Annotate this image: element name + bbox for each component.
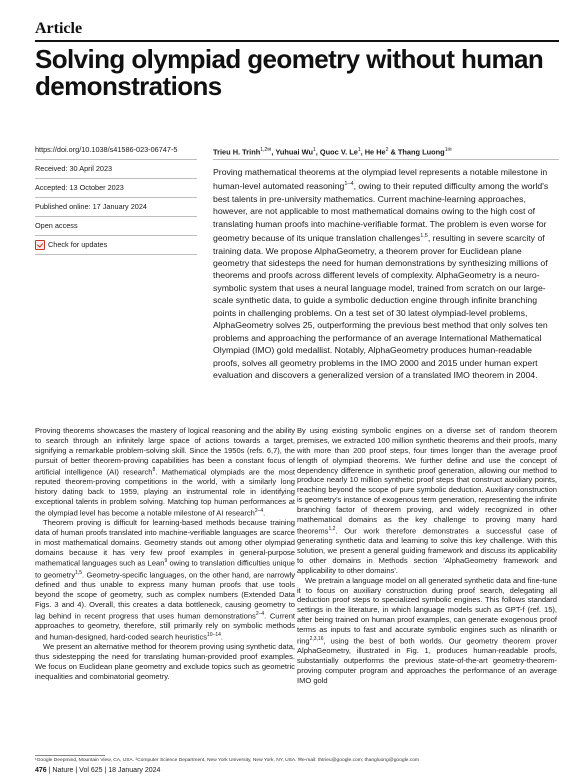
abstract-text: Proving mathematical theorems at the olympiad level represents a notable milestone in human-level automated reasoning: [213, 167, 548, 192]
check-for-updates-label: Check for updates: [48, 240, 108, 249]
footer-separator: |: [75, 767, 78, 774]
citation[interactable]: 2,3,16: [309, 635, 324, 642]
paragraph-text: . Current approaches to geometry, therefore, still primarily rely on symbolic methods and human-designed, hard-coded search heuristics: [35, 611, 296, 642]
paragraph-text: , using the best of both worlds. Our geometry theorem prover AlphaGeometry, illustrated in Fig. 1, produces human-readable proofs, substantially outperforms the previous state-of-the-art geometry-theorem-proving computer program and approaches the performance of an average IMO gold: [297, 636, 557, 685]
paragraph: [297, 576, 557, 686]
author-name[interactable]: He He: [364, 147, 386, 157]
body-column-left: [35, 426, 295, 682]
footer-separator: |: [104, 767, 107, 774]
paragraph-text: Theorem proving is difficult for learning-based methods because training data of human proofs translated into machine-verifiable languages are scarce in most mathematical domains. Geometry stands out among other olympiad domains because it has very few proof examples in general-purpose mathematical languages such as Lean: [35, 517, 295, 568]
check-for-updates-link[interactable]: [35, 236, 197, 255]
paragraph-text: We pretrain a language model on all generated synthetic data and fine-tune it to focus on auxiliary construction during proof search, delegating all deduction proof steps to specialized symbolic engines. This follows standard settings in the literature, in which language models such as GPT-f (ref. 15), after being trained on human proof examples, can generate exogenous proof terms as inputs to fast and accurate symbolic engines such as nlinarith or ring: [297, 575, 558, 646]
paragraph-text: . Our work therefore demonstrates a successful case of generating synthetic data and learning to solve this key challenge. With this solution, we present a general guiding framework and discuss its applicability to other domains in Methods section 'AlphaGeometry framework and applicability to other domains'.: [297, 526, 557, 575]
published-date: Published online: 17 January 2024: [35, 198, 197, 217]
author-name[interactable]: Trieu H. Trinh: [213, 147, 261, 157]
accepted-date: Accepted: 13 October 2023: [35, 179, 197, 198]
paragraph: [35, 426, 295, 518]
article-type-label: Article: [35, 20, 83, 37]
page-footer: [35, 767, 160, 774]
author-affiliation: 1: [313, 147, 316, 153]
author-name[interactable]: Thang Luong: [397, 147, 445, 157]
author-list: Trieu H. Trinh$^{1,2✉}$, Yuhuai Wu$^1$, Quoc V. Le$^1$, He He$^2$ & Thang Luong$^{1✉}$: [213, 147, 452, 157]
footer-separator: |: [48, 767, 51, 774]
article-metadata: [35, 141, 197, 255]
paragraph-text: Proving theorems showcases the mastery of logical reasoning and the ability to search through an infinitely large space of actions towards a target, signifying a remarkable problem-solving skill. Since the 1950s (refs. 6,7), the pursuit of better theorem-proving capabilities has been a constant focus of artificial intelligence (AI) research: [35, 426, 295, 477]
check-updates-icon: [35, 240, 45, 250]
paragraph: [35, 518, 295, 643]
issue-date: 18 January 2024: [108, 767, 161, 774]
abstract-text: , owing to their reputed difficulty among the world's best talents in pre-university mathematics. Current machine-learning approaches, however, are not applicable to most mathematical domains owing to the high cost of translating human proofs into machine-verifiable format. The problem is even worse for geometry because of its unique translation challenges: [213, 181, 549, 244]
paragraph-text: .: [220, 632, 224, 642]
header-rule: [35, 40, 559, 42]
paragraph: [35, 642, 295, 682]
citation[interactable]: 2–4: [255, 610, 265, 617]
page-number: 476: [35, 767, 47, 774]
citation[interactable]: 1,5: [420, 233, 428, 240]
paragraph-text: We present an alternative method for theorem proving using synthetic data, thus sidestepping the need for translating human-provided proof examples. We focus on Euclidean plane geometry and exclude topics such as geometric inequalities and combinatorial geometry.: [35, 642, 295, 682]
author-name[interactable]: Yuhuai Wu: [275, 147, 313, 157]
paragraph-text: . Mathematical olympiads are the most reputed theorem-proving competitions in the world, with a similarly long history dating back to 1959, playing an instrumental role in identifying exceptional talents in problem solving. Matching top human performances at the olympiad level has become a notable milestone of AI research: [35, 467, 295, 518]
affiliations: ¹Google Deepmind, Mountain View, CA, USA. ²Computer Science Department, New York University, New York, NY, USA. ✉e-mail: thtrieu@google.com; thangluong@google.com: [35, 758, 419, 763]
paragraph-text: . Geometry-specific languages, on the other hand, are narrowly defined and thus unable to express many human proofs that use tools beyond the scope of geometry, such as complex numbers (Extended Data Figs. 3 and 4). Overall, this creates a data bottleneck, causing geometry to lag behind in recent progress that uses human demonstrations: [35, 570, 295, 621]
received-date: Received: 30 April 2023: [35, 160, 197, 179]
citation[interactable]: 9: [164, 558, 168, 565]
author-affiliation: 2: [385, 147, 389, 153]
paragraph: [297, 426, 557, 576]
citation[interactable]: 8: [152, 466, 156, 473]
paragraph-text: By using existing symbolic engines on a diverse set of random theorem premises, we extracted 100 million synthetic theorems and their proofs, many with more than 200 proof steps, four times longer than the average proof length of olympiad theorems. We further define and use the concept of dependency difference in synthetic proof generation, allowing our method to produce nearly 10 million synthetic proof steps that construct auxiliary points, reaching beyond the scope of pure symbolic deduction. Auxiliary construction is geometry's instance of exogenous term generation, representing the infinite branching factor of theorem proving, and widely recognized in other mathematical domains as the key challenge to proving many hard theorems: [297, 426, 557, 536]
author-rule: [213, 159, 559, 160]
body-column-right: [297, 426, 557, 686]
article-title: Solving olympiad geometry without human demonstrations: [35, 44, 544, 101]
citation[interactable]: 10–14: [207, 632, 221, 639]
open-access-label: Open access: [35, 217, 197, 236]
abstract-text: , resulting in severe scarcity of training data. We propose AlphaGeometry, a theorem prover for Euclidean plane geometry that sidesteps the need for human demonstrations by synthesizing millions of theorems and proofs across different levels of complexity. AlphaGeometry is a neuro-symbolic system that uses a neural language model, trained from scratch on our large-scale synthetic data, to guide a symbolic deduction engine through infinite branching points in challenging problems. On a test set of 30 latest olympiad-level problems, AlphaGeometry solves 25, outperforming the previous best method that only solves ten problems and approaching the performance of an average International Mathematical Olympiad (IMO) gold medallist. Notably, AlphaGeometry produces human-readable proofs, solves all geometry problems in the IMO 2000 and 2015 under human expert evaluation and discovers a generalized version of a translated IMO theorem in 2004.: [213, 233, 548, 381]
citation[interactable]: 1,2: [328, 525, 336, 532]
citation[interactable]: 1–4: [344, 181, 354, 188]
citation[interactable]: 2–4: [254, 507, 264, 514]
journal-volume: Vol 625: [79, 767, 103, 774]
author-affiliation: 1✉: [444, 147, 452, 153]
author-affiliation: 1,2✉: [260, 147, 272, 153]
journal-name: Nature: [52, 767, 74, 774]
doi-link[interactable]: https://doi.org/10.1038/s41586-023-06747-5: [35, 141, 197, 160]
paragraph-text: owing to translation difficulties unique to geometry: [35, 558, 295, 580]
author-name[interactable]: Quoc V. Le: [319, 147, 358, 157]
paragraph-text: .: [263, 508, 266, 518]
abstract: [213, 166, 557, 381]
footnote-rule: [35, 755, 105, 756]
author-affiliation: 1: [357, 147, 361, 153]
citation[interactable]: 1,5: [75, 569, 83, 576]
